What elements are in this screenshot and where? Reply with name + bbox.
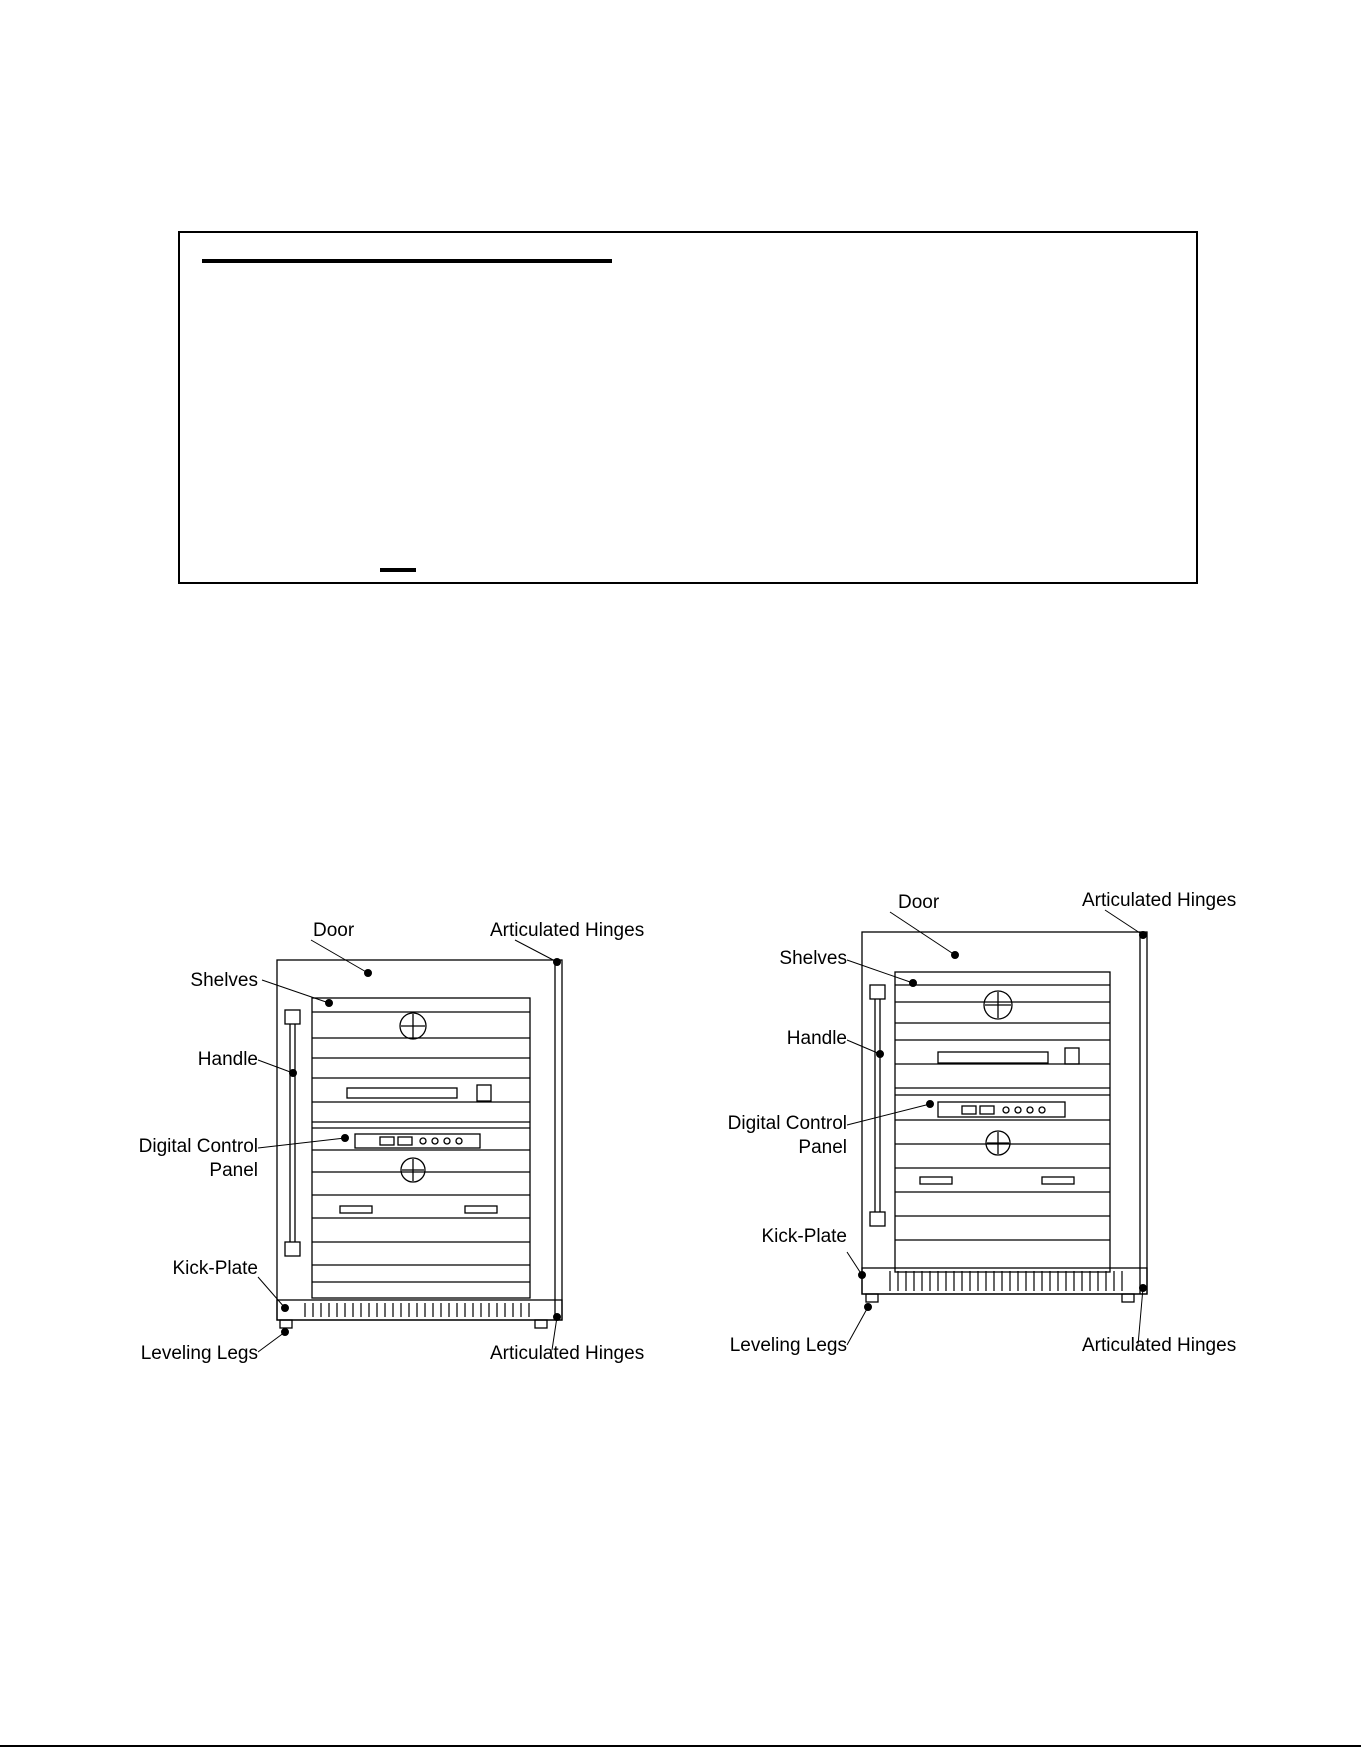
label-kick-plate: Kick-Plate <box>761 1226 847 1247</box>
label-digital-control: Digital Control <box>138 1136 258 1157</box>
label-digital-control: Digital Control <box>727 1113 847 1134</box>
heading-underline <box>202 259 612 263</box>
page-bottom-rule <box>0 1745 1361 1747</box>
label-leveling-legs: Leveling Legs <box>140 1343 258 1364</box>
label-shelves: Shelves <box>779 948 847 969</box>
label-panel: Panel <box>209 1160 258 1181</box>
label-door: Door <box>898 892 940 913</box>
wine-cooler-diagram-left <box>125 880 665 1400</box>
label-articulated-hinges-bottom: Articulated Hinges <box>490 1343 645 1364</box>
label-shelves: Shelves <box>190 970 258 991</box>
label-articulated-hinges-bottom: Articulated Hinges <box>1082 1335 1237 1356</box>
label-articulated-hinges-top: Articulated Hinges <box>490 920 645 941</box>
leader-lines <box>847 910 1147 1345</box>
kick-plate-vents <box>305 1303 529 1317</box>
label-door: Door <box>313 920 355 941</box>
label-handle: Handle <box>786 1028 847 1049</box>
label-kick-plate: Kick-Plate <box>172 1258 258 1279</box>
label-panel: Panel <box>798 1137 847 1158</box>
label-leveling-legs: Leveling Legs <box>729 1335 847 1356</box>
kick-plate-vents <box>890 1271 1122 1291</box>
label-articulated-hinges-top: Articulated Hinges <box>1082 890 1237 911</box>
label-handle: Handle <box>197 1049 258 1070</box>
wine-cooler-diagram-right <box>710 880 1250 1400</box>
short-underline <box>380 568 416 572</box>
notice-box <box>178 231 1198 584</box>
leader-lines <box>258 940 561 1352</box>
